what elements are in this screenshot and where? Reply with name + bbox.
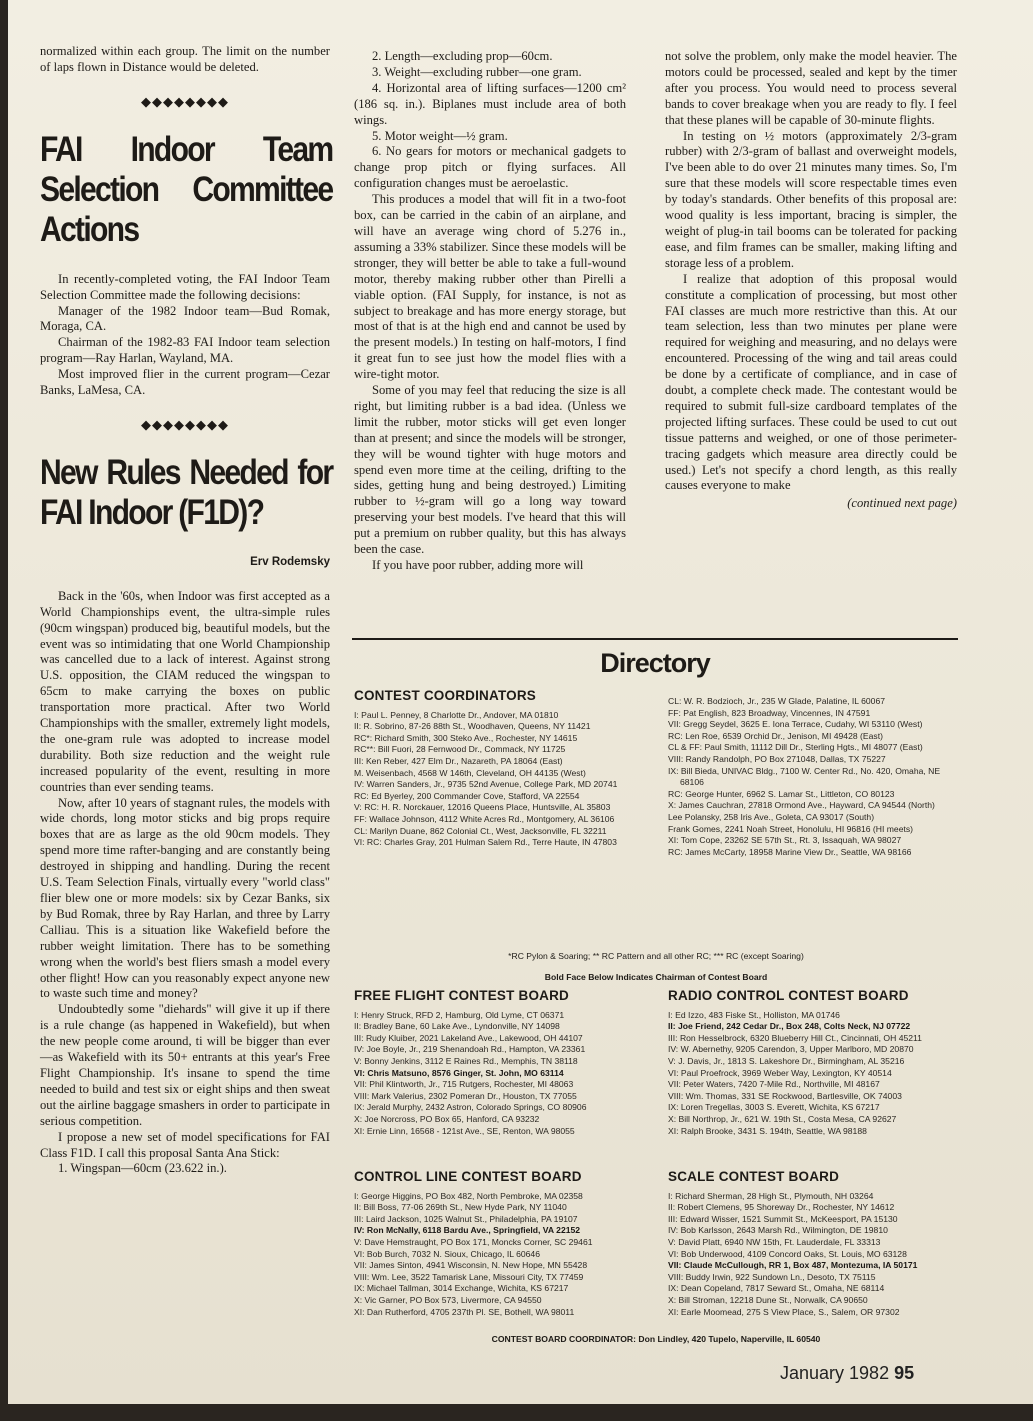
directory-entry: VIII: Mark Valerius, 2302 Pomeran Dr., Houston, TX 77055 [354, 1090, 577, 1101]
directory-entry: RC: Ed Byerley, 200 Commander Cove, Stafford, VA 22554 [354, 790, 580, 801]
directory-entry: IX: Michael Tallman, 3014 Exchange, Wichita, KS 67217 [354, 1283, 569, 1294]
directory-entry: Frank Gomes, 2241 Noah Street, Honolulu, HI 96816 (HI meets) [668, 823, 914, 834]
directory-entry: II: Bradley Bane, 60 Lake Ave., Lyndonville, NY 14098 [354, 1021, 560, 1032]
directory-entry: I: Ed Izzo, 483 Fiske St., Holliston, MA 01746 [668, 1009, 840, 1020]
section-ornament: ◆◆◆◆◆◆◆◆ [141, 93, 229, 109]
directory-entry: IV: Ron McNally, 6118 Bardu Ave., Springfield, VA 22152 [354, 1225, 581, 1236]
coordinator-list [668, 696, 960, 858]
directory-entry: CL & FF: Paul Smith, 11112 Dill Dr., Sterling Hgts., MI 48077 (East) [668, 742, 923, 753]
directory-entry: IV: Bob Karlsson, 2643 Marsh Rd., Wilmington, DE 19810 [668, 1225, 888, 1236]
directory-entry: VI: Paul Proefrock, 3969 Weber Way, Lexington, KY 40514 [668, 1067, 892, 1078]
directory-rule [352, 638, 958, 640]
directory-entry: VIII: Buddy Irwin, 922 Sundown Ln., Desoto, TX 75115 [668, 1271, 876, 1282]
directory-entry: VI: Bob Underwood, 4109 Concord Oaks, St. Louis, MO 63128 [668, 1248, 907, 1259]
page-number: 95 [894, 1363, 915, 1383]
directory-entry: XI: Tom Cope, 23262 SE 57th St., Rt. 3, Issaquah, WA 98027 [668, 835, 902, 846]
directory-entry: FF: Pat English, 823 Broadway, Vincennes, IN 47591 [668, 707, 871, 718]
directory-entry: XI: Ralph Brooke, 3431 S. 194th, Seattle, WA 98188 [668, 1125, 867, 1136]
scan-edge-left [0, 0, 8, 1421]
section-heading: CONTROL LINE CONTEST BOARD [354, 1169, 582, 1184]
directory-entry: XI: Dan Rutherford, 4705 237th Pl. SE, Bothell, WA 98011 [354, 1306, 575, 1317]
section-ornament: ◆◆◆◆◆◆◆◆ [141, 416, 229, 432]
paragraph: I realize that adoption of this proposal would constitute a complication of processing, but most other FAI classes are much more restrictive than this. At our team selection, less than two minutes per plane were required for weighing and measuring, and no delays were encountered. Processing of the wing and tail areas could be done by a certificate of compliance, and in case of doubt, a complete check made. The contestant would be required to submit full-size cardboard templates of the projected lifting surfaces. These could be used to cut out tissue patterns and weighed, or one of those perimeter-tracing gadgets which measure area directly could be used.) Let's not specify a chord length, as this really causes everyone to make [665, 271, 957, 493]
directory-entry: VI: Bob Burch, 7032 N. Sioux, Chicago, IL 60646 [354, 1248, 540, 1259]
directory-entry: VII: Phil Klintworth, Jr., 715 Rutgers, Rochester, MI 48063 [354, 1079, 574, 1090]
directory-entry: XI: Earle Moomead, 275 S View Place, S., Salem, OR 97302 [668, 1306, 900, 1317]
paragraph: 5. Motor weight—½ gram. [372, 128, 508, 143]
directory-entry: VIII: Wm. Lee, 3522 Tamarisk Lane, Missouri City, TX 77459 [354, 1271, 584, 1282]
directory-entry: FF: Wallace Johnson, 4112 White Acres Rd., Montgomery, AL 36106 [354, 813, 615, 824]
directory-entry: II: Robert Clemens, 95 Shoreway Dr., Rochester, NY 14612 [668, 1202, 895, 1213]
directory-entry: VIII: Wm. Thomas, 331 SE Rockwood, Bartlesville, OK 74003 [668, 1090, 902, 1101]
directory-entry: III: Edward Wisser, 1521 Summit St., McKeesport, PA 15130 [668, 1213, 898, 1224]
coordinator-list [354, 710, 656, 849]
paragraph: This produces a model that will fit in a two-foot box, can be carried in the cabin of an airplane, and will have an average wing chord of 5.276 in., assuming a 33% stabilizer. Since these models will be stronger, they will better be able to take a full-wound motor, thereby making rubber other than Pirelli a viable option. (FAI Supply, for instance, is not as subject to breakage and has more energy storage, but most of that is at the high end and cannot be used by the present models.) In testing on half-motors, I find it great fun to see just how the model flies with a wire-tight motor. [354, 192, 626, 382]
directory-entry: III: Ken Reber, 427 Elm Dr., Nazareth, PA 18064 (East) [354, 755, 563, 766]
directory-entry: VI: RC: Charles Gray, 201 Hulman Salem Rd., Terre Haute, IN 47803 [354, 837, 617, 848]
directory-entry: RC: Len Roe, 6539 Orchid Dr., Jenison, MI 49428 (East) [668, 730, 883, 741]
rc-footnote: *RC Pylon & Soaring; ** RC Pattern and all other RC; *** RC (except Soaring) [508, 951, 804, 961]
directory-entry: IX: Bill Bieda, UNIVAC Bldg., 7100 W. Center Rd., No. 420, Omaha, NE 68106 [668, 765, 941, 788]
paragraph: 3. Weight—excluding rubber—one gram. [372, 64, 582, 79]
article-column-1 [40, 44, 333, 1177]
directory-entry: X: Bill Northrop, Jr., 621 W. 19th St., Costa Mesa, CA 92627 [668, 1113, 897, 1124]
directory-entry: II: R. Sobrino, 87-26 88th St., Woodhaven, Queens, NY 11421 [354, 721, 591, 732]
directory-entry: X: James Cauchran, 27818 Ormond Ave., Hayward, CA 94544 (North) [668, 800, 935, 811]
section-heading: RADIO CONTROL CONTEST BOARD [668, 988, 909, 1003]
board-list [668, 1191, 960, 1319]
directory-entry: VIII: Randy Randolph, PO Box 271048, Dallas, TX 75227 [668, 753, 886, 764]
article-column-2 [354, 49, 626, 574]
directory-entry: RC*: Richard Smith, 300 Steko Ave., Rochester, NY 14615 [354, 732, 578, 743]
directory-entry: V: RC: H. R. Norckauer, 12016 Queens Place, Huntsville, AL 35803 [354, 802, 611, 813]
article-column-3 [665, 49, 957, 512]
directory-entry: M. Weisenbach, 4568 W 146th, Cleveland, OH 44135 (West) [354, 767, 586, 778]
paragraph: 6. No gears for motors or mechanical gadgets to change prop pitch or flying surfaces. All configuration changes must be aeroelastic. [354, 144, 626, 191]
directory-entry: VI: Chris Matsuno, 8576 Ginger, St. John, MO 63114 [354, 1067, 564, 1078]
paragraph: Most improved flier in the current program—Cezar Banks, LaMesa, CA. [40, 367, 330, 398]
directory-entry: V: David Platt, 6940 NW 15th, Ft. Lauderdale, FL 33313 [668, 1236, 881, 1247]
directory-entry: X: Bill Stroman, 12218 Dune St., Norwalk, CA 90650 [668, 1294, 868, 1305]
board-list [354, 1191, 656, 1319]
directory-entry: III: Laird Jackson, 1025 Walnut St., Philadelphia, PA 19107 [354, 1213, 578, 1224]
directory-title: Directory [600, 648, 710, 678]
paragraph: If you have poor rubber, adding more will [372, 558, 584, 572]
control-line-board [354, 1171, 656, 1318]
directory-entry: VII: Claude McCullough, RR 1, Box 487, Montezuma, IA 50171 [668, 1260, 918, 1271]
paragraph: In recently-completed voting, the FAI Indoor Team Selection Committee made the following decisions: [40, 271, 330, 302]
free-flight-board [354, 990, 656, 1137]
page-footer [780, 1363, 914, 1384]
directory-entry: IV: Warren Sanders, Jr., 9735 52nd Avenue, College Park, MD 20741 [354, 779, 618, 790]
paragraph: Undoubtedly some "diehards" will give it up if there is a rule change (as happened in Wakefield), but when the new people come around, ti will be bigger than ever—as Wakefield with its 50+ entrants at this year's Free Flight Championship. It's insane to spend the time needed to build and test six or eight ships and then sweat out the airline baggage smashers in order to participate in serious competition. [40, 1002, 330, 1128]
board-list [354, 1010, 656, 1138]
issue-date: January 1982 [780, 1363, 890, 1383]
directory-entry: RC**: Bill Fuori, 28 Fernwood Dr., Commack, NY 11725 [354, 744, 566, 755]
directory-entry: V: Dave Hemstraught, PO Box 171, Moncks Corner, SC 29461 [354, 1236, 593, 1247]
bold-face-note: Bold Face Below Indicates Chairman of Contest Board [544, 972, 768, 982]
continued-note: (continued next page) [847, 496, 957, 511]
directory-entry: V: J. Davis, Jr., 1813 S. Lakeshore Dr., Birmingham, AL 35216 [668, 1055, 905, 1066]
directory-entry: III: Ron Hesselbrock, 6320 Blueberry Hill Ct., Cincinnati, OH 45211 [668, 1032, 922, 1043]
paragraph: Some of you may feel that reducing the size is all right, but limiting rubber is a bad idea. (Unless we limit the rubber, motor sticks will get even longer than at present; and since the models will be stronger, they will be wound tighter with huge motors and spend even more time at the ceiling, drifting to the sides, getting hung and being destroyed.) Limiting rubber to ½-gram will go a long way toward preserving your best models. I've heard that this will put a premium on rubber quality, but this has always been the case. [354, 383, 626, 557]
directory-entry: II: Bill Boss, 77-06 269th St., New Hyde Park, NY 11040 [354, 1202, 567, 1213]
paragraph: 2. Length—excluding prop—60cm. [372, 49, 553, 63]
directory-entry: I: Paul L. Penney, 8 Charlotte Dr., Andover, MA 01810 [354, 709, 559, 720]
directory-entry: VII: Gregg Seydel, 3625 E. Iona Terrace, Cudahy, WI 53110 (West) [668, 719, 923, 730]
directory-entry: Lee Polansky, 258 Iris Ave., Goleta, CA 93017 (South) [668, 811, 875, 822]
headline-new-rules: New Rules Needed for FAI Indoor (F1D)? [40, 452, 333, 532]
byline: Erv Rodemsky [250, 555, 330, 568]
directory-entry: IX: Jerald Murphy, 2432 Astron, Colorado Springs, CO 80906 [354, 1102, 587, 1113]
directory-entry: IV: Joe Boyle, Jr., 219 Shenandoah Rd., Hampton, VA 23361 [354, 1044, 586, 1055]
directory-entry: III: Rudy Kluiber, 2021 Lakeland Ave., Lakewood, OH 44107 [354, 1032, 583, 1043]
paragraph: In testing on ½ motors (approximately 2/3-gram rubber) with 2/3-gram of ballast and overweight models, I've been able to do over 21 minutes many times. So, I'm sure that these models will score respectable times even by today's standards. Other benefits of this proposal are: wood quality is less important, bracing is simpler, the weight of plug-in tail booms can be tolerated for packing ease, and film frames can be smaller, making lifting and storage less of a problem. [665, 128, 957, 270]
directory-entry: I: Henry Struck, RFD 2, Hamburg, Old Lyme, CT 06371 [354, 1009, 565, 1020]
directory-entry: V: Bonny Jenkins, 3112 E Raines Rd., Memphis, TN 38118 [354, 1055, 578, 1066]
scale-board [668, 1171, 960, 1318]
contest-coordinators-right [668, 696, 960, 858]
scan-edge-bottom [0, 1404, 1033, 1421]
radio-control-board [668, 990, 960, 1137]
paragraph: not solve the problem, only make the model heavier. The motors could be processed, sealed and kept by the timer after you process. You would need to process several bands to cover breakage when you are ready to fly. I feel that these planes will be capable of 30-minute flights. [665, 49, 957, 127]
directory-entry: CL: W. R. Bodzioch, Jr., 235 W Glade, Palatine, IL 60067 [668, 696, 886, 706]
paragraph: Manager of the 1982 Indoor team—Bud Romak, Moraga, CA. [40, 303, 330, 334]
paragraph: I propose a new set of model specifications for FAI Class F1D. I call this proposal Santa Ana Stick: [40, 1129, 330, 1160]
directory-entry: II: Joe Friend, 242 Cedar Dr., Box 248, Colts Neck, NJ 07722 [668, 1021, 911, 1032]
board-list [668, 1010, 960, 1138]
directory-entry: IV: W. Abernethy, 9205 Carendon, 3, Upper Marlboro, MD 20870 [668, 1044, 914, 1055]
section-heading: SCALE CONTEST BOARD [668, 1169, 840, 1184]
directory-entry: XI: Ernie Linn, 16568 - 121st Ave., SE, Renton, WA 98055 [354, 1125, 575, 1136]
directory-entry: RC: James McCarty, 18958 Marine View Dr., Seattle, WA 98166 [668, 846, 912, 857]
paragraph: Back in the '60s, when Indoor was first accepted as a World Championships event, the ultra-simple rules (90cm wingspan) produced big, beautiful models, but the event was so intimidating that one World Championship was cancelled due to a lack of interest. Against strong U.S. opposition, the CIAM reduced the wingspan to 65cm to make carrying the boxes on public transportation more practical. After two World Championships with the smaller, extremely light models, the one-gram rule was adopted to increase model durability. Both size reduction and the weight rule increased popularity of the event, resulting in more countries than ever sending teams. [40, 588, 330, 794]
directory-entry: X: Vic Garner, PO Box 573, Livermore, CA 94550 [354, 1294, 542, 1305]
paragraph: normalized within each group. The limit on the number of laps flown in Distance would be deleted. [40, 44, 330, 74]
paragraph: Chairman of the 1982-83 FAI Indoor team selection program—Ray Harlan, Wayland, MA. [40, 335, 330, 366]
directory-entry: VII: Peter Waters, 7420 7-Mile Rd., Northville, MI 48167 [668, 1079, 880, 1090]
directory-entry: IX: Dean Copeland, 7817 Seward St., Omaha, NE 68114 [668, 1283, 885, 1294]
directory-entry: IX: Loren Tregellas, 3003 S. Everett, Wichita, KS 67217 [668, 1102, 880, 1113]
directory-entry: X: Joe Norcross, PO Box 65, Hanford, CA 93232 [354, 1113, 540, 1124]
board-coordinator: CONTEST BOARD COORDINATOR: Don Lindley, 420 Tupelo, Naperville, IL 60540 [491, 1334, 821, 1344]
directory-entry: CL: Marilyn Duane, 862 Colonial Ct., West, Jacksonville, FL 32211 [354, 825, 607, 836]
directory-entry: VII: James Sinton, 4941 Wisconsin, N. New Hope, MN 55428 [354, 1260, 588, 1271]
section-heading: FREE FLIGHT CONTEST BOARD [354, 988, 569, 1003]
paragraph: 1. Wingspan—60cm (23.622 in.). [58, 1161, 227, 1176]
section-heading: CONTEST COORDINATORS [354, 688, 537, 703]
paragraph: Now, after 10 years of stagnant rules, the models with wide chords, long motor sticks and big props require boxes that are as large as the old 90cm models. They spend more time rafter-banging and are constantly being destroyed in shipping and handling. During the recent U.S. Team Selection Finals, virtually every "world class" flier blew one or more models: six by Cezar Banks, six by Bud Romak, three by Ray Harlan, and three by Larry Calliau. This is a situation like Wakefield before the rubber weight limitation. There has to be something wrong when the world's best fliers smash a model every other flight! How can you reasonably expect anyone new to waste such time and money? [40, 795, 330, 1001]
directory-entry: I: George Higgins, PO Box 482, North Pembroke, MA 02358 [354, 1190, 583, 1201]
paragraph: 4. Horizontal area of lifting surfaces—1200 cm² (186 sq. in.). Biplanes must include area of both wings. [354, 80, 626, 127]
headline-selection-committee: FAI Indoor Team Selection Committee Actions [40, 129, 333, 249]
directory-entry: RC: George Hunter, 6962 S. Lamar St., Littleton, CO 80123 [668, 788, 895, 799]
contest-coordinators-left [354, 690, 656, 849]
directory-entry: I: Richard Sherman, 28 High St., Plymouth, NH 03264 [668, 1190, 874, 1201]
